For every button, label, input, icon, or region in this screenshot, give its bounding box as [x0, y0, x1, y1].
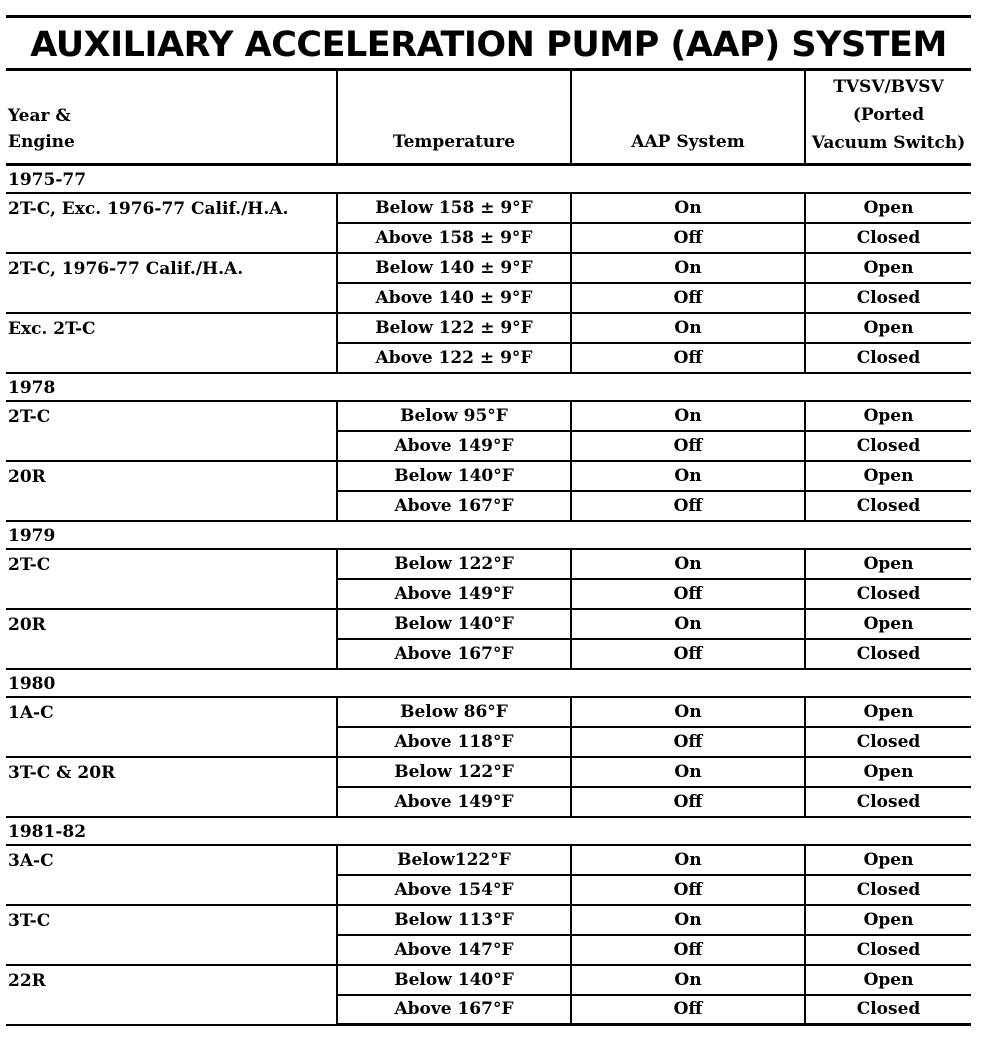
header-tvsv-line3: Vacuum Switch): [811, 133, 966, 153]
temperature-cell: Above 118°F: [337, 727, 571, 757]
aap-system-cell: On: [571, 965, 805, 995]
vacuum-switch-cell: Closed: [805, 223, 971, 253]
temperature-cell: Below 140 ± 9°F: [337, 253, 571, 283]
temperature-cell: Below 122°F: [337, 549, 571, 579]
temperature-cell: Below 86°F: [337, 697, 571, 727]
vacuum-switch-cell: Closed: [805, 491, 971, 521]
year-label: 1980: [6, 669, 971, 697]
aap-system-cell: On: [571, 845, 805, 875]
vacuum-switch-cell: Open: [805, 757, 971, 787]
aap-system-cell: Off: [571, 343, 805, 373]
header-tvsv-bvsv: [805, 70, 971, 165]
aap-system-cell: Off: [571, 579, 805, 609]
header-row: [6, 70, 971, 165]
vacuum-switch-cell: Closed: [805, 995, 971, 1025]
year-label: 1979: [6, 521, 971, 549]
page-title: AUXILIARY ACCELERATION PUMP (AAP) SYSTEM: [30, 25, 947, 65]
year-label: 1975-77: [6, 165, 971, 193]
vacuum-switch-cell: Open: [805, 193, 971, 223]
aap-system-cell: Off: [571, 431, 805, 461]
table-row: [6, 313, 971, 343]
temperature-cell: Below 122°F: [337, 757, 571, 787]
vacuum-switch-cell: Closed: [805, 727, 971, 757]
vacuum-switch-cell: Closed: [805, 935, 971, 965]
table-row: [6, 461, 971, 491]
year-row: [6, 669, 971, 697]
table-row: [6, 965, 971, 995]
temperature-cell: Below 140°F: [337, 609, 571, 639]
aap-system-cell: On: [571, 757, 805, 787]
aap-system-cell: On: [571, 609, 805, 639]
aap-system-cell: Off: [571, 491, 805, 521]
temperature-cell: Above 140 ± 9°F: [337, 283, 571, 313]
vacuum-switch-cell: Open: [805, 965, 971, 995]
year-row: [6, 165, 971, 193]
vacuum-switch-cell: Closed: [805, 787, 971, 817]
temperature-cell: Below 158 ± 9°F: [337, 193, 571, 223]
vacuum-switch-cell: Open: [805, 549, 971, 579]
table-row: [6, 193, 971, 223]
vacuum-switch-cell: Closed: [805, 579, 971, 609]
temperature-cell: Below 95°F: [337, 401, 571, 431]
vacuum-switch-cell: Closed: [805, 639, 971, 669]
temperature-cell: Above 149°F: [337, 579, 571, 609]
vacuum-switch-cell: Closed: [805, 343, 971, 373]
vacuum-switch-cell: Closed: [805, 431, 971, 461]
aap-system-cell: Off: [571, 935, 805, 965]
aap-system-cell: Off: [571, 787, 805, 817]
engine-label: 2T-C: [6, 401, 337, 461]
vacuum-switch-cell: Open: [805, 461, 971, 491]
engine-label: 2T-C, Exc. 1976-77 Calif./H.A.: [6, 193, 337, 253]
temperature-cell: Above 154°F: [337, 875, 571, 905]
table-row: [6, 697, 971, 727]
engine-label: 3T-C & 20R: [6, 757, 337, 817]
table-row: [6, 845, 971, 875]
temperature-cell: Above 167°F: [337, 639, 571, 669]
engine-label: 2T-C: [6, 549, 337, 609]
aap-system-cell: Off: [571, 995, 805, 1025]
year-label: 1981-82: [6, 817, 971, 845]
header-year-engine: [6, 70, 337, 165]
vacuum-switch-cell: Closed: [805, 875, 971, 905]
year-row: [6, 817, 971, 845]
aap-system-cell: Off: [571, 727, 805, 757]
header-year-engine-line1: Year &: [8, 106, 71, 126]
temperature-cell: Above 149°F: [337, 787, 571, 817]
temperature-cell: Below 113°F: [337, 905, 571, 935]
vacuum-switch-cell: Open: [805, 845, 971, 875]
temperature-cell: Above 149°F: [337, 431, 571, 461]
temperature-cell: Above 147°F: [337, 935, 571, 965]
header-aap-system: AAP System: [571, 70, 805, 165]
vacuum-switch-cell: Closed: [805, 283, 971, 313]
table-row: [6, 253, 971, 283]
temperature-cell: Above 167°F: [337, 491, 571, 521]
aap-spec-table: [6, 68, 971, 1026]
aap-system-cell: On: [571, 313, 805, 343]
aap-system-cell: On: [571, 401, 805, 431]
engine-label: 2T-C, 1976-77 Calif./H.A.: [6, 253, 337, 313]
engine-label: 3T-C: [6, 905, 337, 965]
engine-label: 20R: [6, 609, 337, 669]
header-tvsv-line1: TVSV/BVSV: [833, 77, 944, 97]
aap-system-cell: On: [571, 253, 805, 283]
engine-label: 22R: [6, 965, 337, 1025]
temperature-cell: Below 140°F: [337, 461, 571, 491]
header-year-engine-line2: Engine: [8, 132, 75, 152]
vacuum-switch-cell: Open: [805, 697, 971, 727]
engine-label: 3A-C: [6, 845, 337, 905]
engine-label: 20R: [6, 461, 337, 521]
temperature-cell: Above 158 ± 9°F: [337, 223, 571, 253]
table-row: [6, 905, 971, 935]
aap-system-cell: On: [571, 461, 805, 491]
year-row: [6, 521, 971, 549]
temperature-cell: Below 122 ± 9°F: [337, 313, 571, 343]
aap-system-cell: Off: [571, 639, 805, 669]
year-label: 1978: [6, 373, 971, 401]
vacuum-switch-cell: Open: [805, 609, 971, 639]
aap-system-cell: On: [571, 193, 805, 223]
aap-system-cell: Off: [571, 223, 805, 253]
year-row: [6, 373, 971, 401]
table-body: [6, 165, 971, 1025]
vacuum-switch-cell: Open: [805, 253, 971, 283]
aap-system-cell: On: [571, 549, 805, 579]
table-row: [6, 549, 971, 579]
vacuum-switch-cell: Open: [805, 401, 971, 431]
table-row: [6, 609, 971, 639]
vacuum-switch-cell: Open: [805, 313, 971, 343]
aap-system-cell: On: [571, 697, 805, 727]
table-row: [6, 757, 971, 787]
temperature-cell: Below122°F: [337, 845, 571, 875]
engine-label: 1A-C: [6, 697, 337, 757]
table-row: [6, 401, 971, 431]
aap-system-cell: On: [571, 905, 805, 935]
header-temperature: Temperature: [337, 70, 571, 165]
temperature-cell: Below 140°F: [337, 965, 571, 995]
top-rule: [6, 15, 971, 18]
temperature-cell: Above 167°F: [337, 995, 571, 1025]
header-tvsv-line2: (Ported: [852, 105, 925, 125]
aap-system-cell: Off: [571, 875, 805, 905]
vacuum-switch-cell: Open: [805, 905, 971, 935]
aap-system-cell: Off: [571, 283, 805, 313]
temperature-cell: Above 122 ± 9°F: [337, 343, 571, 373]
engine-label: Exc. 2T-C: [6, 313, 337, 373]
